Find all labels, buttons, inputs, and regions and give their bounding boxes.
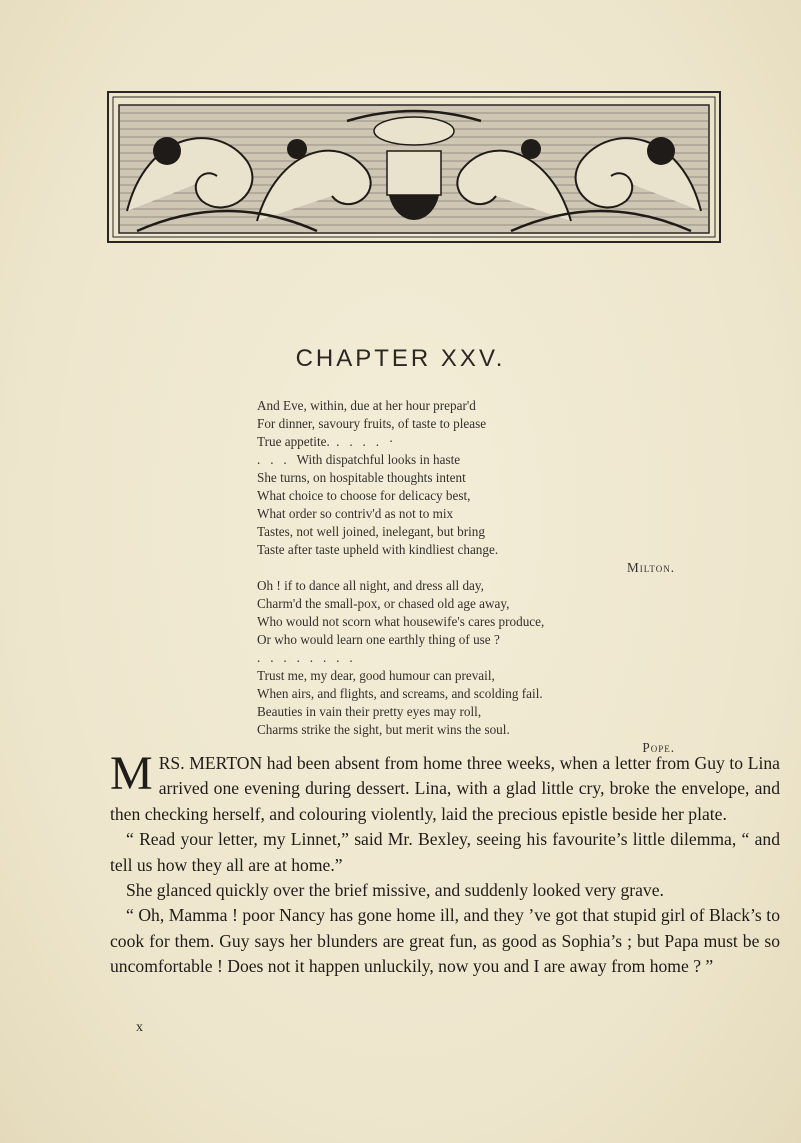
epigraph-line: Or who would learn one earthly thing of use ?: [257, 632, 500, 647]
epigraph-line: Charms strike the sight, but merit wins the soul.: [257, 722, 510, 737]
epigraph-attribution: Pope.: [642, 740, 675, 755]
epigraph-line: She turns, on hospitable thoughts intent: [257, 470, 466, 485]
epigraph-line: Oh ! if to dance all night, and dress all day,: [257, 578, 484, 593]
epigraph-line: Beauties in vain their pretty eyes may roll,: [257, 704, 482, 719]
epigraph-line: For dinner, savoury fruits, of taste to please: [257, 416, 487, 431]
epigraph-line: Trust me, my dear, good humour can prevail,: [257, 668, 495, 683]
epigraph-line: What order so contriv'd as not to mix: [257, 506, 454, 521]
ornamental-headpiece: [107, 91, 721, 243]
epigraph-line: Who would not scorn what housewife's cares produce,: [257, 614, 545, 629]
epigraph-line: . . . . . . . .: [257, 650, 353, 665]
epigraph-line: Tastes, not well joined, inelegant, but bring: [257, 524, 485, 539]
epigraph-line: When airs, and flights, and screams, and scolding fail.: [257, 686, 543, 701]
drop-cap: M: [110, 747, 153, 800]
signature-mark: x: [136, 1020, 143, 1035]
epigraph-line: . . . With dispatchful looks in haste: [257, 452, 461, 467]
paragraph: She glanced quickly over the brief missive, and suddenly looked very grave.: [126, 880, 664, 901]
epigraph-line: And Eve, within, due at her hour prepar'd: [257, 398, 476, 413]
chapter-title: CHAPTER XXV.: [295, 345, 506, 372]
paragraph: “ Read your letter, my Linnet,” said Mr. Bexley, seeing his favourite’s little dilemma, “ and tell us how they all are at home.”: [110, 829, 780, 875]
epigraph: [257, 397, 675, 757]
paragraph: “ Oh, Mamma ! poor Nancy has gone home ill, and they ’ve got that stupid girl of Black’s to cook for them. Guy says her blunders are great fun, as good as Sophia’s ; but Papa must be so uncomfortable ! Does not it happen unluckily, now you and I are away from home ? ”: [110, 905, 780, 977]
epigraph-line: What choice to choose for delicacy best,: [257, 488, 471, 503]
paragraph-text: RS. MERTON had been absent from home three weeks, when a letter from Guy to Lina arrived one evening during dessert. Lina, with a glad little cry, broke the envelope, and then checking herself, and colouring violently, laid the precious epistle beside her plate.: [110, 753, 780, 824]
epigraph-line: Charm'd the small-pox, or chased old age away,: [257, 596, 510, 611]
epigraph-attribution: Milton.: [626, 560, 675, 575]
epigraph-line: True appetite. . . . . ·: [257, 434, 394, 449]
epigraph-line: Taste after taste upheld with kindliest change.: [257, 542, 499, 557]
